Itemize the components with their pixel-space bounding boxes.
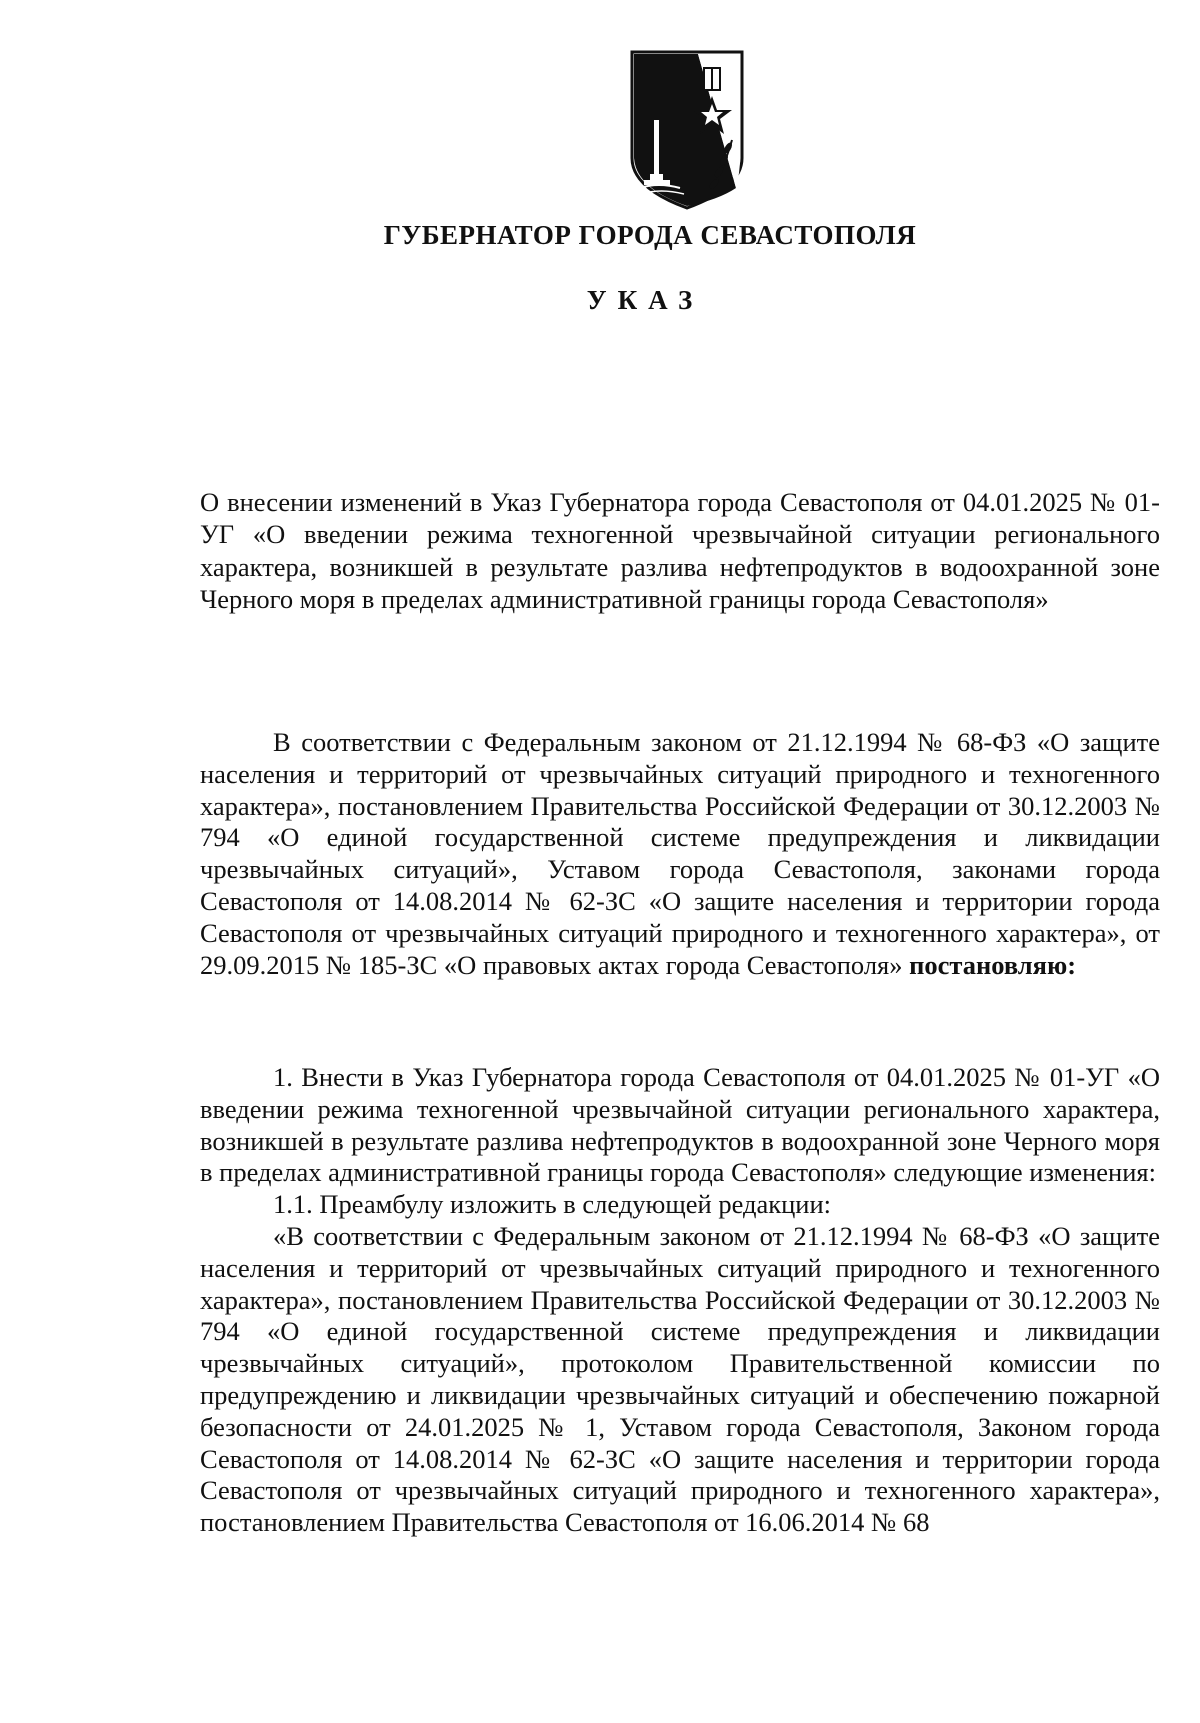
preamble-text: В соответствии с Федеральным законом от 21.12.1994 № 68-ФЗ «О защите населения и территорий от чрезвычайных ситуаций природного и техногенного характера», постановлением Правительства Российской Федерации от 30.12.2003 № 794 «О единой государственной системе предупреждения и ликвидации чрезвычайных ситуаций», Уставом города Севастополя, законами города Севастополя от 14.08.2014 № 62-ЗС «О защите населения и территории города Севастополя от чрезвычайных ситуаций природного и техногенного характера», от 29.09.2015 № 185-ЗС «О правовых актах города Севастополя» bbox=[200, 727, 1160, 980]
items-block bbox=[200, 1062, 1160, 1539]
document-type-heading: УКАЗ bbox=[586, 285, 704, 315]
preamble-block bbox=[200, 727, 1160, 981]
decree-word: постановляю: bbox=[909, 949, 1077, 980]
item-1-1-text: «В соответствии с Федеральным законом от 21.12.1994 № 68-ФЗ «О защите населения и территорий от чрезвычайных ситуаций природного и техногенного характера», постановлением Правительства Российской Федерации от 30.12.2003 № 794 «О единой государственной системе предупреждения и ликвидации чрезвычайных ситуаций», протоколом Правительственной комиссии по предупреждению и ликвидации чрезвычайных ситуаций и обеспечению пожарной безопасности от 24.01.2025 № 1, Уставом города Севастополя, Законом города Севастополя от 14.08.2014 № 62-ЗС «О защите населения и территории города Севастополя от чрезвычайных ситуаций природного и техногенного характера», постановлением Правительства Севастополя от 16.06.2014 № 68 bbox=[200, 1220, 1160, 1538]
item-1: 1. Внести в Указ Губернатора города Севастополя от 04.01.2025 № 01-УГ «О введении режима техногенной чрезвычайной ситуации регионального характера, возникшей в результате разлива нефтепродуктов в водоохранной зоне Черного моря в пределах административной границы города Севастополя» следующие изменения: bbox=[200, 1062, 1160, 1188]
decree-title: О внесении изменений в Указ Губернатора города Севастополя от 04.01.2025 № 01-УГ «О введении режима техногенной чрезвычайной ситуации регионального характера, возникшей в результате разлива нефтепродуктов в водоохранной зоне Черного моря в пределах административной границы города Севастополя» bbox=[200, 487, 1160, 615]
preamble-paragraph bbox=[200, 727, 1160, 981]
issuer-heading: ГУБЕРНАТОР ГОРОДА СЕВАСТОПОЛЯ bbox=[383, 220, 917, 250]
item-1-1: 1.1. Преамбулу изложить в следующей редакции: bbox=[273, 1189, 832, 1220]
coat-of-arms-emblem bbox=[628, 48, 746, 211]
